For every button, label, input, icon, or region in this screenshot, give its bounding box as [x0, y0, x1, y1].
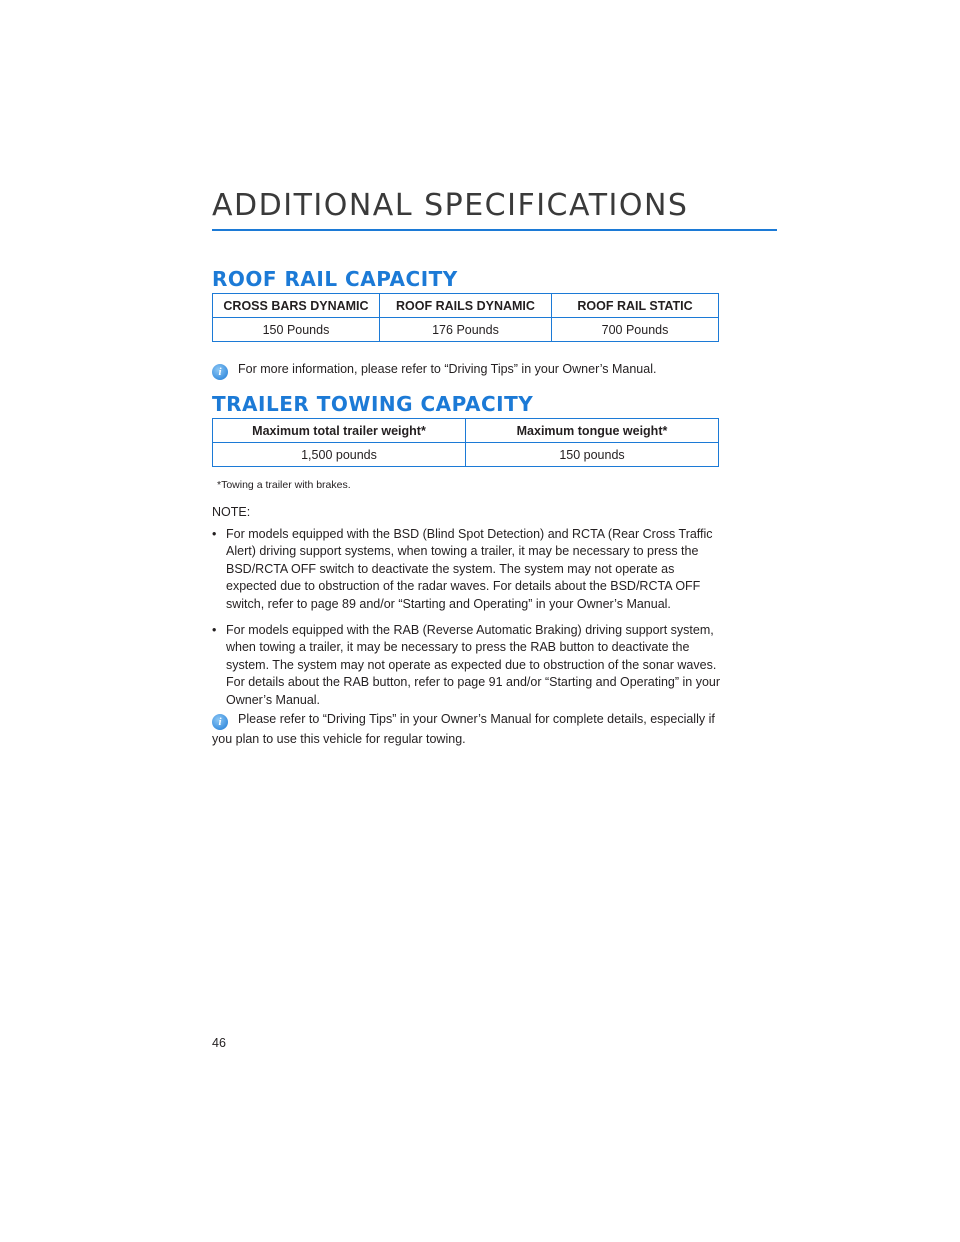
table-cell: 150 pounds: [466, 443, 719, 467]
table-row: [213, 443, 719, 467]
towing-footnote: *Towing a trailer with brakes.: [217, 479, 351, 491]
bullet-icon: •: [212, 623, 217, 638]
table-header-cell: Maximum tongue weight*: [466, 419, 719, 443]
table-header-row: [213, 419, 719, 443]
table-cell: 1,500 pounds: [213, 443, 466, 467]
roof-rail-heading: ROOF RAIL CAPACITY: [212, 267, 458, 291]
roof-rail-table: [212, 293, 719, 342]
table-cell: 150 Pounds: [213, 318, 380, 342]
info-icon: i: [212, 364, 228, 380]
roof-info-text: For more information, please refer to “Driving Tips” in your Owner’s Manual.: [238, 362, 657, 376]
table-header-cell: CROSS BARS DYNAMIC: [213, 294, 380, 318]
note-text: For models equipped with the BSD (Blind Spot Detection) and RCTA (Rear Cross Traffic Alert) driving support systems, when towing a trailer, it may be necessary to press the BSD/RCTA OFF switch to deactivate the system. The system may not operate as expected due to obstruction of the radar waves. For details about the BSD/RCTA OFF switch, refer to page 89 and/or “Starting and Operating” in your Owner’s Manual.: [226, 527, 713, 611]
note-text: For models equipped with the RAB (Reverse Automatic Braking) driving support system, when towing a trailer, it may be necessary to press the RAB button to deactivate the system. The system may not operate as expected due to obstruction of the sonar waves. For details about the RAB button, refer to page 91 and/or “Starting and Operating” in your Owner’s Manual.: [226, 623, 721, 707]
note-label: NOTE:: [212, 505, 251, 519]
note-list: [212, 526, 724, 718]
table-cell: 176 Pounds: [379, 318, 551, 342]
roof-info-note: [212, 358, 656, 380]
table-header-cell: ROOF RAIL STATIC: [552, 294, 719, 318]
bullet-icon: •: [212, 527, 217, 541]
title-divider: [212, 229, 777, 231]
table-cell: 700 Pounds: [552, 318, 719, 342]
table-header-cell: ROOF RAILS DYNAMIC: [379, 294, 551, 318]
closing-info-note: [212, 710, 724, 749]
table-row: [213, 318, 719, 342]
trailer-towing-heading: TRAILER TOWING CAPACITY: [212, 392, 534, 416]
trailer-towing-table: [212, 418, 719, 467]
list-item: [212, 526, 724, 613]
list-item: [212, 622, 724, 709]
closing-text: Please refer to “Driving Tips” in your Owner’s Manual for complete details, especially if you plan to use this vehicle for regular towing.: [212, 712, 715, 746]
table-header-row: [213, 294, 719, 318]
info-icon: i: [212, 714, 228, 730]
page-title: ADDITIONAL SPECIFICATIONS: [212, 188, 689, 223]
table-header-cell: Maximum total trailer weight*: [213, 419, 466, 443]
page-number: 46: [212, 1036, 226, 1050]
